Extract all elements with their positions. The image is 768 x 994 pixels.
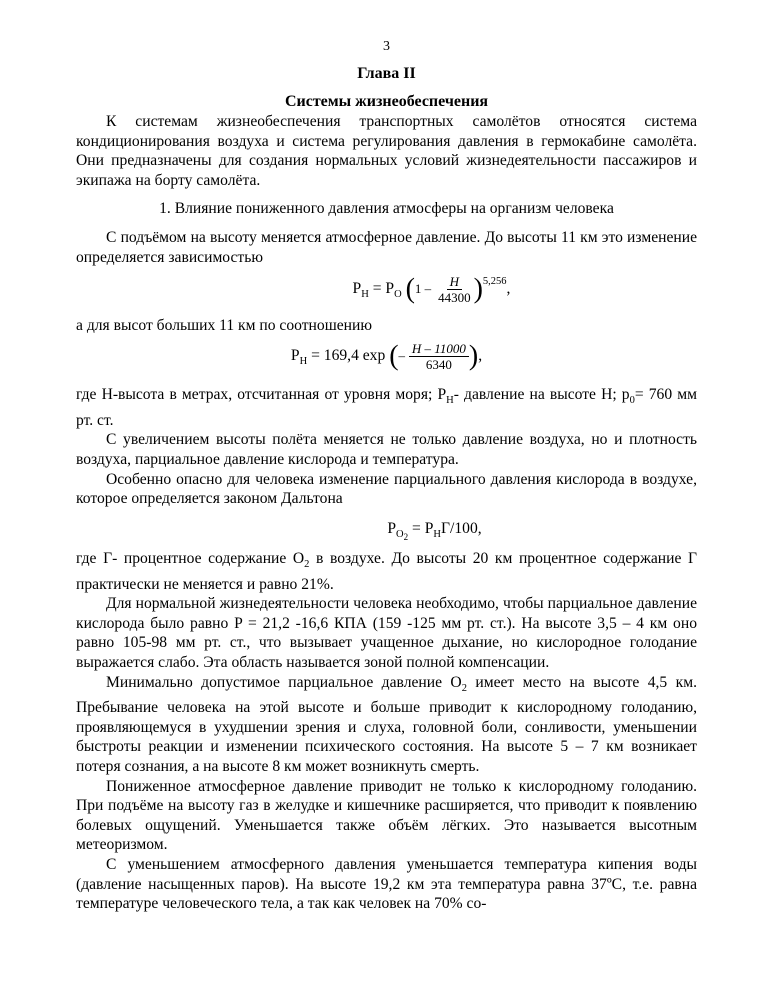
formula1-close-paren: ) — [473, 273, 483, 305]
paragraph-3-text-b: - давление на высоте H; p — [453, 386, 630, 404]
formula3-lhs-sub-o: O — [396, 528, 404, 540]
formula3-lhs-sub — [396, 528, 409, 543]
formula1-tail: , — [506, 279, 511, 297]
paragraph-10: С уменьшением атмосферного давления уменьшается температура кипения воды (давление насыщенных паров). На высоте 19,2 км эта температура равна 37ºС, т.е. равна температуре человеческого тела, а так как человек на 70% со- — [76, 855, 697, 913]
paragraph-3-sub-h: H — [446, 395, 454, 407]
formula1-eq: = P — [368, 279, 395, 297]
formula2-minus: – — [398, 348, 406, 364]
paragraph-6-text-b: в воздухе. До высоты 20 км процентное содержание Г практически не меняется и равно 21%. — [76, 549, 697, 593]
paragraph-4: С увеличением высоты полёта меняется не только давление воздуха, но и плотность воздуха, парциальное давление кислорода и температура. — [76, 431, 697, 469]
formula3-rhs: = P — [408, 519, 434, 537]
paragraph-8 — [76, 673, 697, 777]
paragraph-1: С подъёмом на высоту меняется атмосферное давление. До высоты 11 км это изменение определяется зависимостью — [76, 229, 697, 266]
formula3-rhs-tail: Г/100, — [441, 519, 482, 537]
paragraph-3-text-c: = 760 мм рт. ст. — [76, 386, 697, 429]
paragraph-6 — [76, 549, 697, 594]
formula2-eq: = 169,4 exp — [307, 347, 386, 365]
paragraph-5: Особенно опасно для человека изменение парциального давления кислорода в воздухе, которое определяется законом Дальтона — [76, 470, 697, 508]
formula2-tail: , — [478, 347, 483, 365]
paragraph-8-text-a: Минимально допустимое парциальное давление О — [106, 673, 462, 691]
formula2-fraction — [409, 341, 469, 372]
formula3-rhs-sub: H — [433, 528, 441, 540]
formula1-one-minus: 1 – — [414, 280, 432, 296]
section-title: Системы жизнеобеспечения — [284, 93, 489, 110]
formula2-open-paren: ( — [389, 340, 399, 372]
paragraph-9: Пониженное атмосферное давление приводит не только к кислородному голоданию. При подъёме на высоту газ в желудке и кишечнике расширяется, что приводит к появлению болевых ощущений. Уменьшается также объём лёгких. Это называется высотным метеоризмом. — [76, 777, 697, 854]
formula1-open-paren: ( — [405, 273, 415, 305]
formula-pressure-above-11km — [76, 341, 697, 381]
formula-dalton-law — [172, 519, 697, 541]
paragraph-6-sub: 2 — [304, 558, 310, 570]
formula2-denominator: 6340 — [425, 357, 452, 373]
formula2-numerator: H – 11000 — [409, 341, 469, 357]
formula1-numerator: H — [447, 274, 462, 290]
paragraph-7: Для нормальной жизнедеятельности человека необходимо, чтобы парциальное давление кислорода было равно P = 21,2 -16,6 КПА (159 -125 мм рт. ст.). На высоте 3,5 – 4 км оно равно 105-98 мм рт. ст., что вызывает учащенное дыхание, но кислородное голодание выражается слабо. Эта область называется зоной полной компенсации. — [76, 595, 697, 671]
formula3-lhs-sub-2: 2 — [403, 532, 409, 543]
formula2-close-paren: ) — [468, 340, 479, 372]
paragraph-8-text-b: имеет место на высоте 4,5 км. Пребывание человека на этой высоте и больше приводит к кислородному голоданию, проявляющемуся в ухудшении зрения и слуха, головной боли, сонливости, уменьшении быстроты реакции и изменении психического состояния. На высоте 5 – 7 км возникает потеря сознания, а на высоте 8 км может возникнуть смерть. — [76, 673, 697, 775]
formula2-lhs-sub: H — [299, 356, 308, 368]
paragraph-6-text-a: где Г- процентное содержание О — [76, 549, 305, 567]
formula1-rhs-sub: O — [394, 288, 402, 300]
chapter-heading: Глава II — [357, 65, 416, 82]
paragraph-3-text-a: где H-высота в метрах, отсчитанная от уровня моря; P — [76, 386, 447, 404]
paragraph-3-sub-0: 0 — [629, 395, 635, 407]
formula1-exponent: 5,256 — [482, 275, 507, 287]
formula1-lhs-sub: H — [361, 288, 369, 300]
formula1-denominator: 44300 — [438, 289, 471, 305]
intro-paragraph: К системам жизнеобеспечения транспортных самолётов относятся система кондиционирования воздуха и система регулирования давления в гермокабине самолёта. Они предназначены для создания нормальных условий жизнедеятельности пассажиров и экипажа на борту самолёта. — [76, 113, 697, 189]
formula1-lhs: P — [352, 279, 362, 297]
formula3-lhs: P — [387, 519, 397, 537]
paragraph-8-sub: 2 — [461, 682, 467, 694]
page-number: 3 — [383, 39, 390, 54]
subsection-heading: 1. Влияние пониженного давления атмосферы на организм человека — [159, 200, 614, 218]
paragraph-3 — [76, 385, 697, 430]
formula-pressure-below-11km — [166, 274, 697, 312]
document-page — [76, 38, 697, 914]
formula1-fraction — [435, 274, 474, 305]
paragraph-2: а для высот больших 11 км по соотношению — [76, 316, 372, 334]
formula2-lhs: P — [290, 347, 300, 365]
